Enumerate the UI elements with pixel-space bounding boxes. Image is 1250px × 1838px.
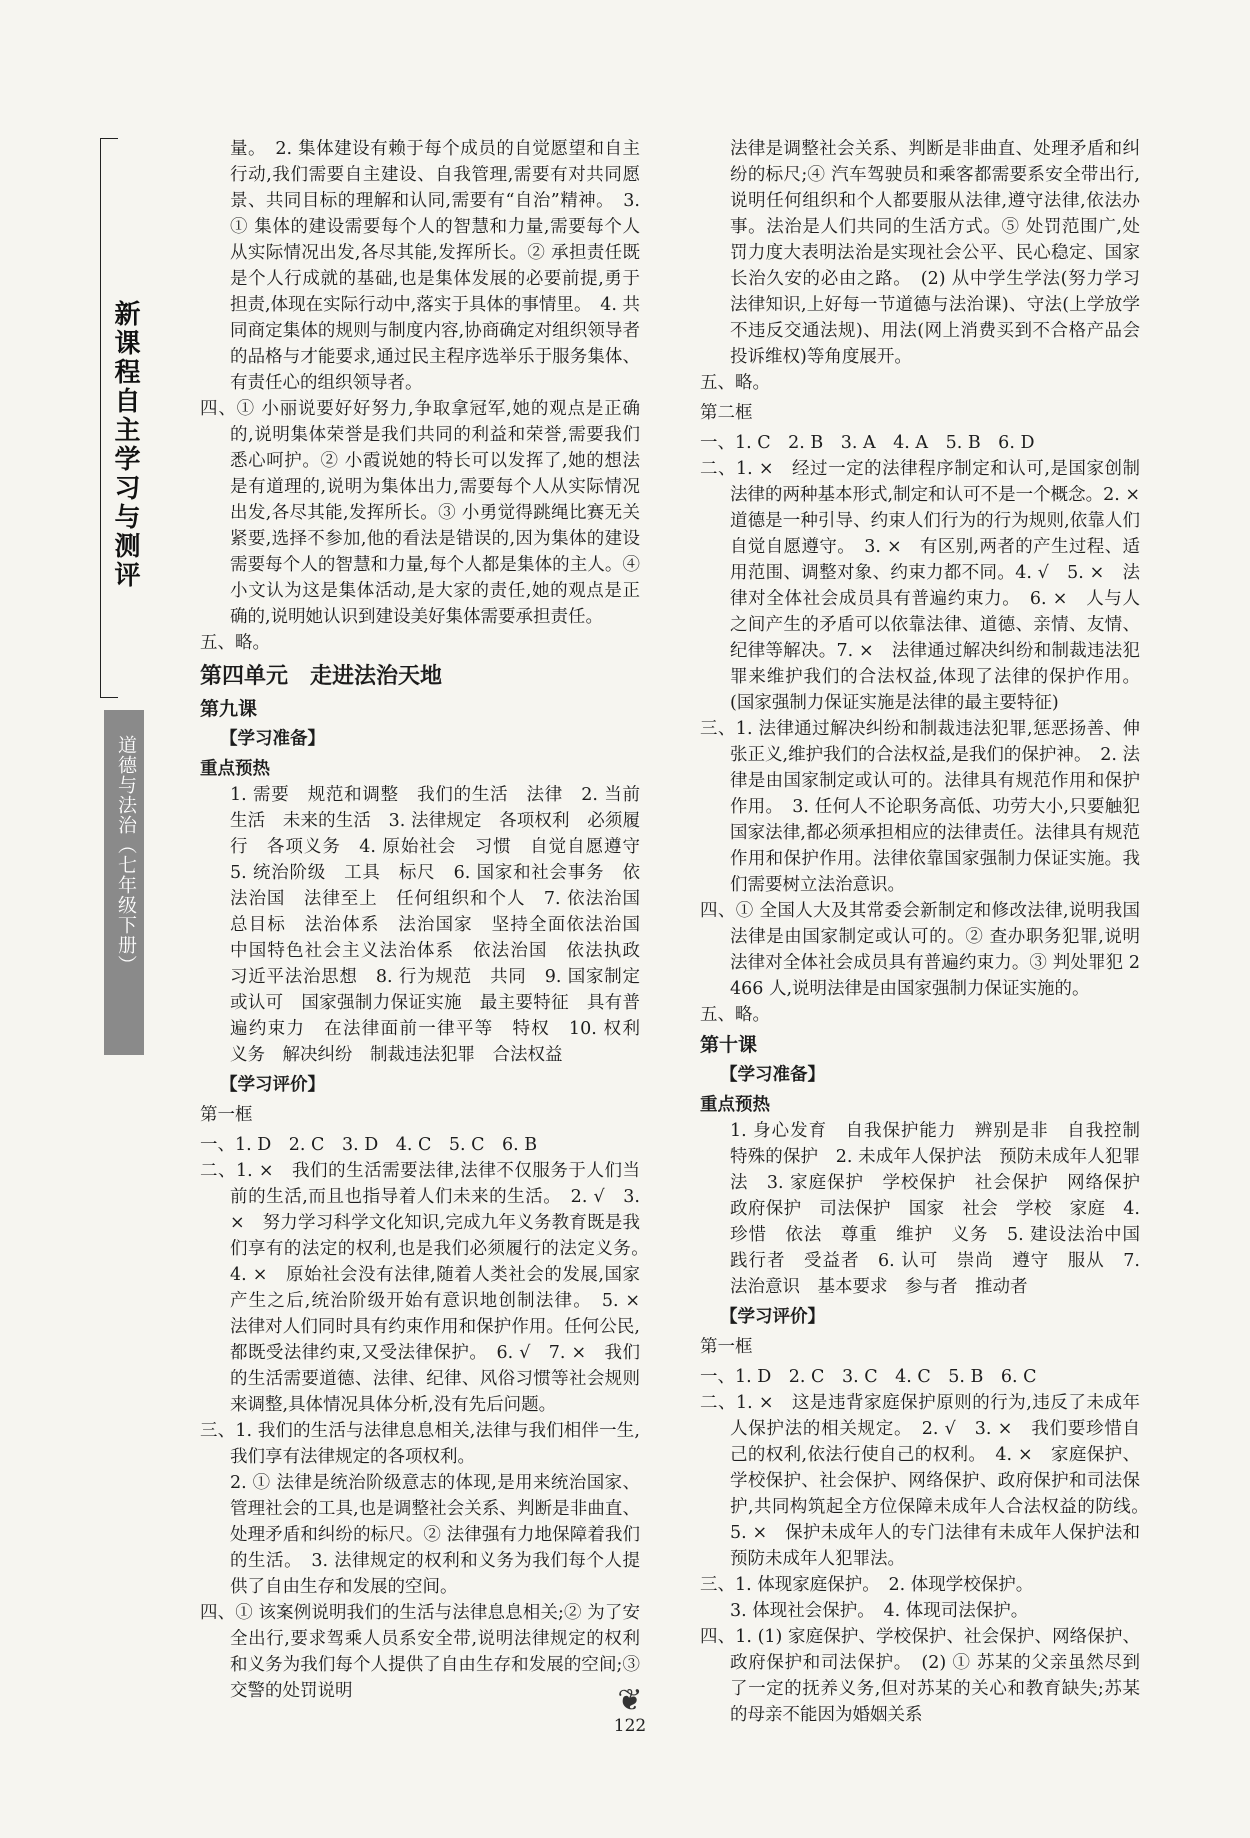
section-heading: 【学习准备】	[720, 1065, 825, 1085]
right-column	[700, 136, 1158, 1728]
answer-paragraph: 二、1. × 我们的生活需要法律,法律不仅服务于人们当前的生活,而且也指导着人们未来的生活。 2. √ 3. × 努力学习科学文化知识,完成九年义务教育既是我们享有的法定的权利,也是我们必须履行的法定义务。 4. × 原始社会没有法律,随着人类社会的发展,国家产生之后,统治阶级开始有意识地创制法律。 5. × 法律对人们同时具有约束作用和保护作用。任何公民,都既受法律约束,又受法律保护。 6. √ 7. × 我们的生活需要道德、法律、纪律、风俗习惯等社会规则来调整,具体情况具体分析,没有先后问题。	[200, 1161, 658, 1415]
answer-paragraph: 量。 2. 集体建设有赖于每个成员的自觉愿望和自主行动,我们需要自主建设、自我管理,需要有对共同愿景、共同目标的理解和认同,需要有“自治”精神。 3. ① 集体的建设需要每个人的智慧和力量,需要每个人从实际情况出发,各尽其能,发挥所长。② 承担责任既是个人行成就的基础,也是集体发展的必要前提,勇于担责,体现在实际行动中,落实于具体的事情里。 4. 共同商定集体的规则与制度内容,协商确定对组织领导者的品格与才能要求,通过民主程序选举乐于服务集体、有责任心的组织领导者。	[230, 139, 640, 393]
unit-title: 第四单元 走进法治天地	[200, 664, 443, 689]
answer-paragraph: 1. 需要 规范和调整 我们的生活 法律 2. 当前生活 未来的生活 3. 法律规定 各项权利 必须履行 各项义务 4. 原始社会 习惯 自觉自愿遵守 5. 统治阶级 工具 标尺 6. 国家和社会事务 依法治国 法律至上 任何组织和个人 7. 依法治国 总目标 法治体系 法治国家 坚持全面依法治国 中国特色社会主义法治体系 依法治国 依法执政 习近平法治思想 8. 行为规范 共同 9. 国家制定或认可 国家强制力保证实施 最主要特征 具有普遍约束力 在法律面前一律平等 特权 10. 权利 义务 解决纠纷 制裁违法犯罪 合法权益	[230, 785, 658, 1065]
subsection-heading: 重点预热	[700, 1095, 770, 1115]
lesson-title: 第九课	[200, 698, 258, 720]
answer-paragraph: 五、略。	[700, 373, 770, 393]
answer-paragraph: 三、1. 法律通过解决纠纷和制裁违法犯罪,惩恶扬善、伸张正义,维护我们的合法权益,是我们的保护神。 2. 法律是由国家制定或认可的。法律具有规范作用和保护作用。 3. 任何人不论职务高低、功劳大小,只要触犯国家法律,都必须承担相应的法律责任。法律具有规范作用和保护作用。法律依靠国家强制力保证实施。我们需要树立法治意识。	[700, 719, 1140, 895]
answer-paragraph: 四、① 全国人大及其常委会新制定和修改法律,说明我国法律是由国家制定或认可的。② 查办职务犯罪,说明法律对全体社会成员具有普遍约束力。③ 判处罪犯 2 466 人,说明法律是由国家强制力保证实施的。	[700, 901, 1140, 999]
answer-paragraph: 五、略。	[200, 633, 270, 653]
answer-paragraph: 三、1. 我们的生活与法律息息相关,法律与我们相伴一生,我们享有法律规定的各项权利。	[200, 1421, 640, 1467]
section-heading: 【学习评价】	[720, 1307, 825, 1327]
book-series-title: 新课程自主学习与测评	[110, 300, 140, 590]
answer-paragraph: 一、1. D 2. C 3. D 4. C 5. C 6. B	[200, 1135, 538, 1155]
answer-paragraph: 五、略。	[700, 1005, 770, 1025]
answer-paragraph: 二、1. × 经过一定的法律程序制定和认可,是国家创制法律的两种基本形式,制定和认可不是一个概念。2. × 道德是一种引导、约束人们行为的行为规则,依靠人们自觉自愿遵守。 3. × 有区别,两者的产生过程、适用范围、调整对象、约束力都不同。4. √ 5. × 法律对全体社会成员具有普遍约束力。 6. × 人与人之间产生的矛盾可以依靠法律、道德、亲情、友情、纪律等解决。7. × 法律通过解决纠纷和制裁违法犯罪来维护我们的合法权益,体现了法律的保护作用。(国家强制力保证实施是法律的最主要特征)	[700, 459, 1158, 713]
answer-paragraph: 2. ① 法律是统治阶级意志的体现,是用来统治国家、管理社会的工具,也是调整社会关系、判断是非曲直、处理矛盾和纠纷的标尺。② 法律强有力地保障着我们的生活。 3. 法律规定的权利和义务为我们每个人提供了自由生存和发展的空间。	[230, 1473, 640, 1597]
section-heading: 【学习准备】	[220, 729, 325, 749]
frame-title: 第一框	[700, 1337, 753, 1357]
answer-paragraph: 1. 身心发育 自我保护能力 辨别是非 自我控制 特殊的保护 2. 未成年人保护法 预防未成年人犯罪法 3. 家庭保护 学校保护 社会保护 网络保护 政府保护 司法保护 国家 社会 学校 家庭 4. 珍惜 依法 尊重 维护 义务 5. 建设法治中国 践行者 受益者 6. 认可 崇尚 遵守 服从 7. 法治意识 基本要求 参与者 推动者	[730, 1121, 1158, 1297]
answer-paragraph: 法律是调整社会关系、判断是非曲直、处理矛盾和纠纷的标尺;④ 汽车驾驶员和乘客都需要系安全带出行,说明任何组织和个人都要服从法律,遵守法律,依法办事。法治是人们共同的生活方式。⑤ 处罚范围广,处罚力度大表明法治是实现社会公平、民心稳定、国家长治久安的必由之路。 (2) 从中学生学法(努力学习法律知识,上好每一节道德与法治课)、守法(上学放学不违反交通法规)、用法(网上消费买到不合格产品会投诉维权)等角度展开。	[730, 139, 1140, 367]
frame-title: 第一框	[200, 1105, 253, 1125]
page-number: 122	[613, 1716, 647, 1736]
lesson-title: 第十课	[700, 1034, 758, 1056]
page-footer	[580, 1683, 680, 1736]
answer-paragraph: 四、① 小丽说要好好努力,争取拿冠军,她的观点是正确的,说明集体荣誉是我们共同的利益和荣誉,需要我们悉心呵护。② 小霞说她的特长可以发挥了,她的想法是有道理的,说明为集体出力,需要每个人从实际情况出发,各尽其能,发挥所长。③ 小勇觉得跳绳比赛无关紧要,选择不参加,他的看法是错误的,因为集体的建设需要每个人的智慧和力量,每个人都是集体的主人。④ 小文认为这是集体活动,是大家的责任,她的观点是正确的,说明她认识到建设美好集体需要承担责任。	[200, 399, 640, 627]
answer-paragraph: 一、1. D 2. C 3. C 4. C 5. B 6. C	[700, 1367, 1037, 1387]
section-heading: 【学习评价】	[220, 1075, 325, 1095]
subsection-heading: 重点预热	[200, 759, 270, 779]
answer-paragraph: 四、① 该案例说明我们的生活与法律息息相关;② 为了安全出行,要求驾乘人员系安全带,说明法律规定的权利和义务为我们每个人提供了自由生存和发展的空间;③ 交警的处罚说明	[200, 1603, 640, 1701]
subject-tab-label: 道德与法治（七年级下册）	[115, 735, 137, 975]
answer-paragraph: 二、1. × 这是违背家庭保护原则的行为,违反了未成年人保护法的相关规定。 2. √ 3. × 我们要珍惜自己的权利,依法行使自己的权利。 4. × 家庭保护、学校保护、社会保护、网络保护、政府保护和司法保护,共同构筑起全方位保障未成年人合法权益的防线。 5. × 保护未成年人的专门法律有未成年人保护法和预防未成年人犯罪法。	[700, 1393, 1158, 1569]
answer-paragraph: 一、1. C 2. B 3. A 4. A 5. B 6. D	[700, 433, 1035, 453]
leaf-ornament-icon: ❦	[617, 1683, 643, 1718]
frame-title: 第二框	[700, 403, 753, 423]
answer-paragraph: 3. 体现社会保护。 4. 体现司法保护。	[730, 1601, 1029, 1621]
answer-paragraph: 三、1. 体现家庭保护。 2. 体现学校保护。	[700, 1575, 1034, 1595]
answer-paragraph: 四、1. (1) 家庭保护、学校保护、社会保护、网络保护、政府保护和司法保护。 (2) ① 苏某的父亲虽然尽到了一定的抚养义务,但对苏某的关心和教育缺失;苏某的母亲不能因为婚姻关系	[700, 1627, 1140, 1725]
left-column	[200, 136, 658, 1704]
